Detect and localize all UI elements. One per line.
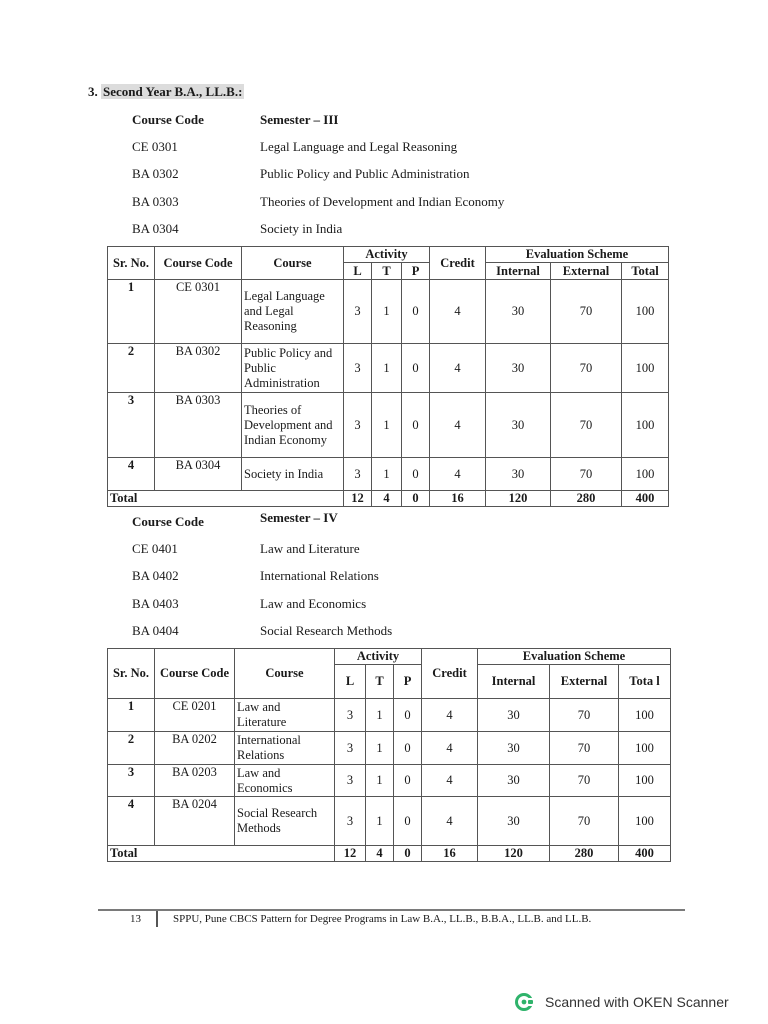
total-l: 12 [335,846,366,862]
cell-sr: 1 [108,280,155,344]
cell-internal: 30 [478,699,550,732]
cell-internal: 30 [478,732,550,765]
cell-l: 3 [344,344,372,393]
totals-label: Total [108,846,335,862]
cell-total: 100 [622,458,669,491]
cell-code: BA 0303 [155,393,242,458]
cell-credit: 4 [430,344,486,393]
sem4-code-header: Course Code [132,514,204,529]
cell-internal: 30 [486,393,551,458]
sem4-scheme-table [107,648,671,862]
table-row [108,797,671,846]
header-evaluation-scheme: Evaluation Scheme [478,649,671,665]
cell-course: Theories of Development and Indian Economy [242,393,344,458]
cell-l: 3 [335,699,366,732]
table-row [108,699,671,732]
cell-external: 70 [551,344,622,393]
footer-divider [98,909,685,911]
cell-t: 1 [372,458,402,491]
cell-total: 100 [619,732,671,765]
course-code: BA 0302 [132,166,179,181]
cell-l: 3 [344,280,372,344]
cell-code: BA 0203 [155,765,235,797]
header-sr-no: Sr. No. [108,649,155,699]
header-course-code: Course Code [155,247,242,280]
cell-sr: 3 [108,393,155,458]
table-row [108,458,669,491]
section-title: Second Year B.A., LL.B.: [103,84,243,99]
course-code: BA 0403 [132,596,179,611]
course-name: International Relations [260,568,379,583]
header-course: Course [242,247,344,280]
cell-sr: 2 [108,732,155,765]
cell-total: 100 [619,797,671,846]
course-code: CE 0301 [132,139,178,154]
header-course-code: Course Code [155,649,235,699]
cell-p: 0 [394,732,422,765]
sem4-semester-header: Semester – IV [260,510,338,525]
cell-total: 100 [622,280,669,344]
cell-credit: 4 [430,280,486,344]
course-name: Public Policy and Public Administration [260,166,470,181]
cell-p: 0 [402,393,430,458]
table-row [108,732,671,765]
cell-total: 100 [619,765,671,797]
totals-row [108,491,669,507]
course-name: Law and Literature [260,541,360,556]
course-code: BA 0402 [132,568,179,583]
cell-course: Law and Economics [235,765,335,797]
sem3-semester-header: Semester – III [260,112,339,127]
cell-code: BA 0302 [155,344,242,393]
total-p: 0 [394,846,422,862]
cell-total: 100 [619,699,671,732]
cell-sr: 1 [108,699,155,732]
cell-p: 0 [402,458,430,491]
cell-t: 1 [372,280,402,344]
cell-external: 70 [551,393,622,458]
course-code: CE 0401 [132,541,178,556]
course-name: Society in India [260,221,343,236]
cell-t: 1 [366,732,394,765]
header-activity: Activity [335,649,422,665]
total-external: 280 [551,491,622,507]
cell-t: 1 [366,797,394,846]
cell-total: 100 [622,393,669,458]
cell-sr: 2 [108,344,155,393]
header-p: P [402,263,430,280]
cell-credit: 4 [422,765,478,797]
section-number: 3. [88,84,98,99]
table-row [108,344,669,393]
total-internal: 120 [478,846,550,862]
course-code: BA 0304 [132,221,179,236]
cell-code: BA 0202 [155,732,235,765]
cell-l: 3 [335,765,366,797]
total-external: 280 [550,846,619,862]
total-t: 4 [372,491,402,507]
oken-logo-icon [515,992,535,1012]
cell-t: 1 [366,699,394,732]
cell-code: CE 0301 [155,280,242,344]
total-credit: 16 [422,846,478,862]
cell-course: Social Research Methods [235,797,335,846]
cell-sr: 4 [108,797,155,846]
course-code: BA 0303 [132,194,179,209]
header-evaluation-scheme: Evaluation Scheme [486,247,669,263]
total-p: 0 [402,491,430,507]
cell-external: 70 [551,458,622,491]
header-p: P [394,665,422,699]
cell-l: 3 [335,732,366,765]
cell-credit: 4 [422,797,478,846]
total-total: 400 [622,491,669,507]
cell-p: 0 [402,344,430,393]
table-row [108,393,669,458]
header-total: Total [622,263,669,280]
course-name: Social Research Methods [260,623,393,638]
cell-l: 3 [344,458,372,491]
header-external: External [550,665,619,699]
header-l: L [335,665,366,699]
cell-course: International Relations [235,732,335,765]
scanner-watermark [515,990,729,1014]
total-t: 4 [366,846,394,862]
header-t: T [372,263,402,280]
totals-row [108,846,671,862]
cell-code: BA 0304 [155,458,242,491]
cell-credit: 4 [430,393,486,458]
cell-internal: 30 [486,458,551,491]
table-row [108,280,669,344]
sem3-scheme-table [107,246,669,507]
course-name: Legal Language and Legal Reasoning [260,139,458,154]
total-credit: 16 [430,491,486,507]
header-internal: Internal [478,665,550,699]
header-internal: Internal [486,263,551,280]
footer-text: SPPU, Pune CBCS Pattern for Degree Programs in Law B.A., LL.B., B.B.A., LL.B. and LL.B. [173,913,592,925]
header-external: External [551,263,622,280]
cell-total: 100 [622,344,669,393]
cell-credit: 4 [430,458,486,491]
footer-separator [156,911,158,927]
total-internal: 120 [486,491,551,507]
cell-external: 70 [550,699,619,732]
cell-l: 3 [344,393,372,458]
cell-credit: 4 [422,699,478,732]
cell-code: CE 0201 [155,699,235,732]
cell-course: Legal Language and Legal Reasoning [242,280,344,344]
cell-course: Law and Literature [235,699,335,732]
header-total: Tota l [619,665,671,699]
cell-internal: 30 [486,280,551,344]
cell-t: 1 [372,393,402,458]
header-credit: Credit [430,247,486,280]
cell-external: 70 [550,732,619,765]
cell-p: 0 [402,280,430,344]
cell-sr: 4 [108,458,155,491]
cell-credit: 4 [422,732,478,765]
total-total: 400 [619,846,671,862]
cell-internal: 30 [486,344,551,393]
totals-label: Total [108,491,344,507]
section-heading [88,84,244,100]
watermark-text: Scanned with OKEN Scanner [545,994,729,1010]
course-code: BA 0404 [132,623,179,638]
cell-code: BA 0204 [155,797,235,846]
header-credit: Credit [422,649,478,699]
header-course: Course [235,649,335,699]
cell-internal: 30 [478,797,550,846]
cell-external: 70 [551,280,622,344]
table-row [108,765,671,797]
cell-l: 3 [335,797,366,846]
cell-t: 1 [366,765,394,797]
course-name: Theories of Development and Indian Economy [260,194,505,209]
cell-sr: 3 [108,765,155,797]
header-t: T [366,665,394,699]
header-l: L [344,263,372,280]
cell-t: 1 [372,344,402,393]
total-l: 12 [344,491,372,507]
cell-p: 0 [394,765,422,797]
cell-internal: 30 [478,765,550,797]
sem3-code-header: Course Code [132,112,204,127]
cell-p: 0 [394,797,422,846]
course-name: Law and Economics [260,596,367,611]
page-number: 13 [130,913,141,925]
header-activity: Activity [344,247,430,263]
cell-course: Public Policy and Public Administration [242,344,344,393]
cell-p: 0 [394,699,422,732]
header-sr-no: Sr. No. [108,247,155,280]
cell-course: Society in India [242,458,344,491]
cell-external: 70 [550,797,619,846]
cell-external: 70 [550,765,619,797]
